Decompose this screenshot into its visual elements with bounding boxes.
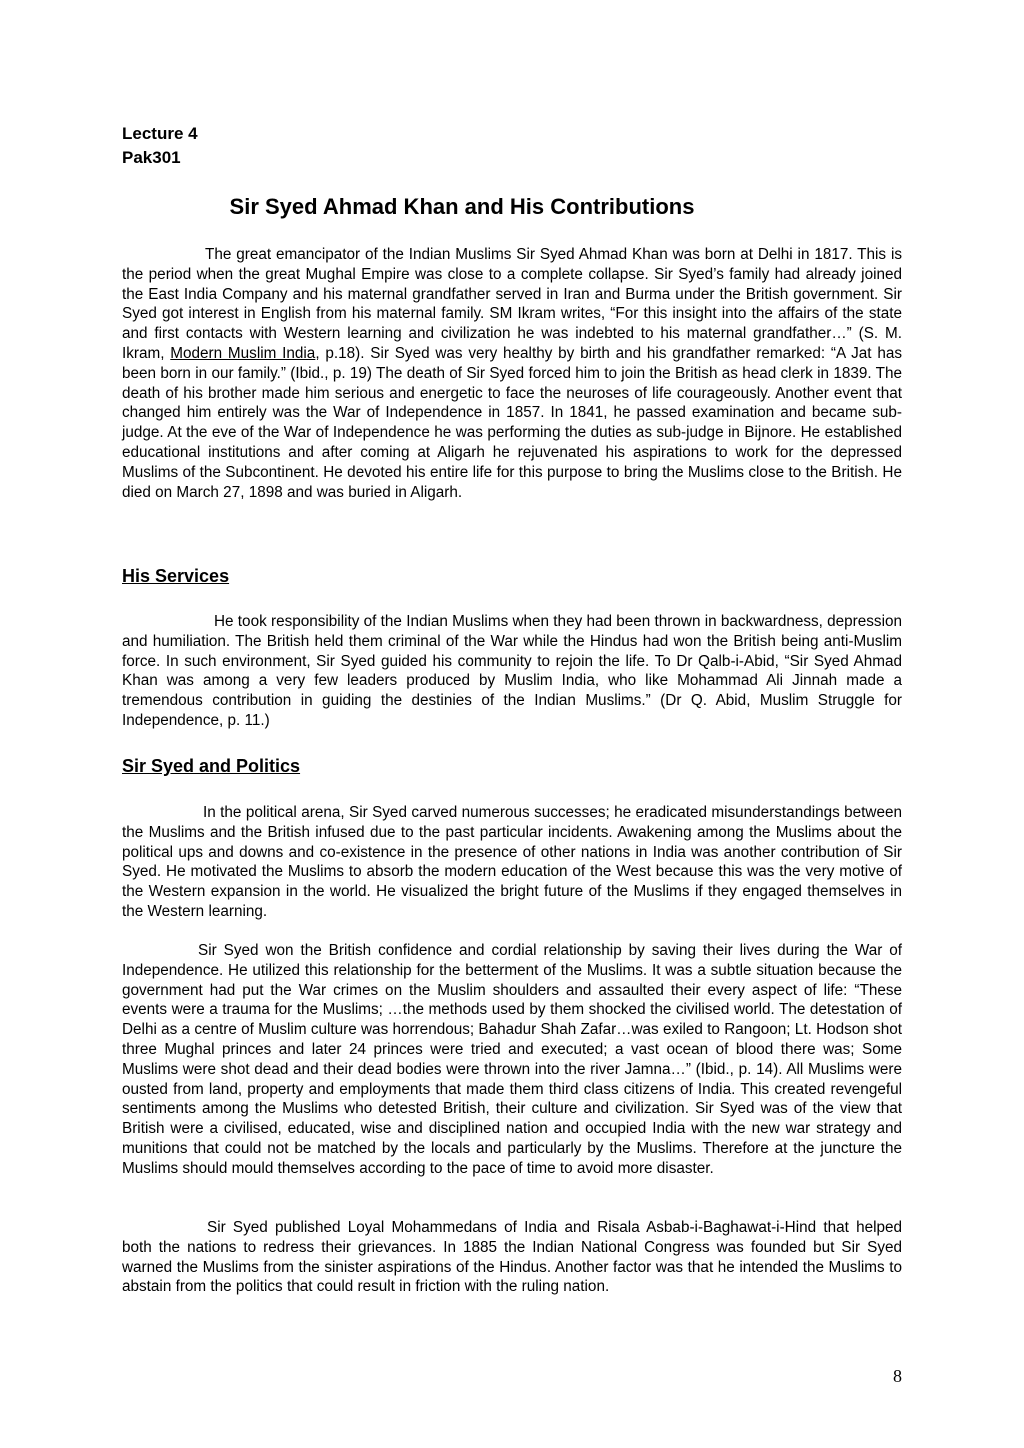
- services-heading: His Services: [122, 566, 230, 586]
- intro-text-2: , p.18). Sir Syed was very healthy by birth and his grandfather remarked: “A Jat has been born in our family.” (Ibid., p. 19) The death of Sir Syed forced him to join the British as head clerk in 1839. The death of his brother made him serious and energetic to face the neuroses of life courageously. Another event that changed him entirely was the War of Independence in 1857. In 1841, he passed examination and became sub-judge. At the eve of the War of Independence he was performing the duties as sub-judge in Bijnore. He established educational institutions and after coming at Aligarh he rejuvenated his aspirations to work for the depressed Muslims of the Subcontinent. He devoted his entire life for this purpose to bring the Muslims close to the British. He died on March 27, 1898 and was buried in Aligarh.: [122, 344, 902, 501]
- course-code: Pak301: [122, 148, 181, 167]
- intro-text-1: The great emancipator of the Indian Muslims Sir Syed Ahmad Khan was born at Delhi in 1817. This is the period when the great Mughal Empire was close to a complete collapse. Sir Syed’s family had already joined the East India Company and his maternal grandfather served in Iran and Burma under the British government. Sir Syed got interest in English from his maternal family. SM Ikram writes, “For this insight into the affairs of the state and first contacts with Western learning and civilization he was indebted to his maternal grandfather…” (S. M. Ikram,: [122, 246, 902, 362]
- services-paragraph: He took responsibility of the Indian Muslims when they had been thrown in backwardness, depression and humiliation. The British held them criminal of the War while the Hindus had won the British being anti-Muslim force. In such environment, Sir Syed guided his community to rejoin the life. To Dr Qalb-i-Abid, “Sir Syed Ahmad Khan was among a very few leaders produced by Muslim India, who like Mohammad Ali Jinnah made a tremendous contribution in guiding the destinies of the Indian Muslims.” (Dr Q. Abid, Muslim Struggle for Independence, p. 11.): [122, 613, 902, 729]
- page-title: Sir Syed Ahmad Khan and His Contributions: [229, 194, 695, 219]
- lecture-label: Lecture 4: [122, 124, 198, 143]
- politics-heading: Sir Syed and Politics: [122, 756, 301, 776]
- politics-paragraph-3: Sir Syed published Loyal Mohammedans of India and Risala Asbab-i-Baghawat-i-Hind that helped both the nations to redress their grievances. In 1885 the Indian National Congress was founded but Sir Syed warned the Muslims from the sinister aspirations of the Hindus. Another factor was that he intended the Muslims to abstain from the politics that could result in friction with the ruling nation.: [122, 1219, 902, 1296]
- page-number: 8: [893, 1366, 902, 1386]
- politics-paragraph-1: In the political arena, Sir Syed carved numerous successes; he eradicated misunderstandings between the Muslims and the British infused due to the past particular incidents. Awakening among the Muslims about the political ups and downs and co-existence in the presence of other nations in India was another contribution of Sir Syed. He motivated the Muslims to absorb the modern education of the West because this was the very motive of the Western expansion in the world. He visualized the bright future of the Muslims if they engaged themselves in the Western learning.: [122, 804, 902, 920]
- politics-paragraph-2: Sir Syed won the British confidence and cordial relationship by saving their lives during the War of Independence. He utilized this relationship for the betterment of the Muslims. It was a subtle situation because the government had put the War crimes on the Muslim shoulders and assaulted their every aspect of life: “These events were a trauma for the Muslims; …the methods used by them shocked the civilised world. The detestation of Delhi as a centre of Muslim culture was horrendous; Bahadur Shah Zafar…was exiled to Rangoon; Lt. Hodson shot three Mughal princes and later 24 princes were tried and executed; a vast ocean of blood there was; Some Muslims were shot dead and their dead bodies were thrown into the river Jamna…” (Ibid., p. 14). All Muslims were ousted from land, property and employments that made them third class citizens of India. This created revengeful sentiments among the Muslims who detested British, their culture and civilization. Sir Syed was of the view that British were a civilised, educated, wise and disciplined nation and occupied India with the new war strategy and munitions that could not be matched by the locals and particularly by the Muslims. Therefore at the juncture the Muslims should mould themselves according to the pace of time to avoid more disaster.: [122, 942, 902, 1177]
- book-title-link: Modern Muslim India: [170, 344, 316, 362]
- intro-paragraph: [122, 245, 902, 502]
